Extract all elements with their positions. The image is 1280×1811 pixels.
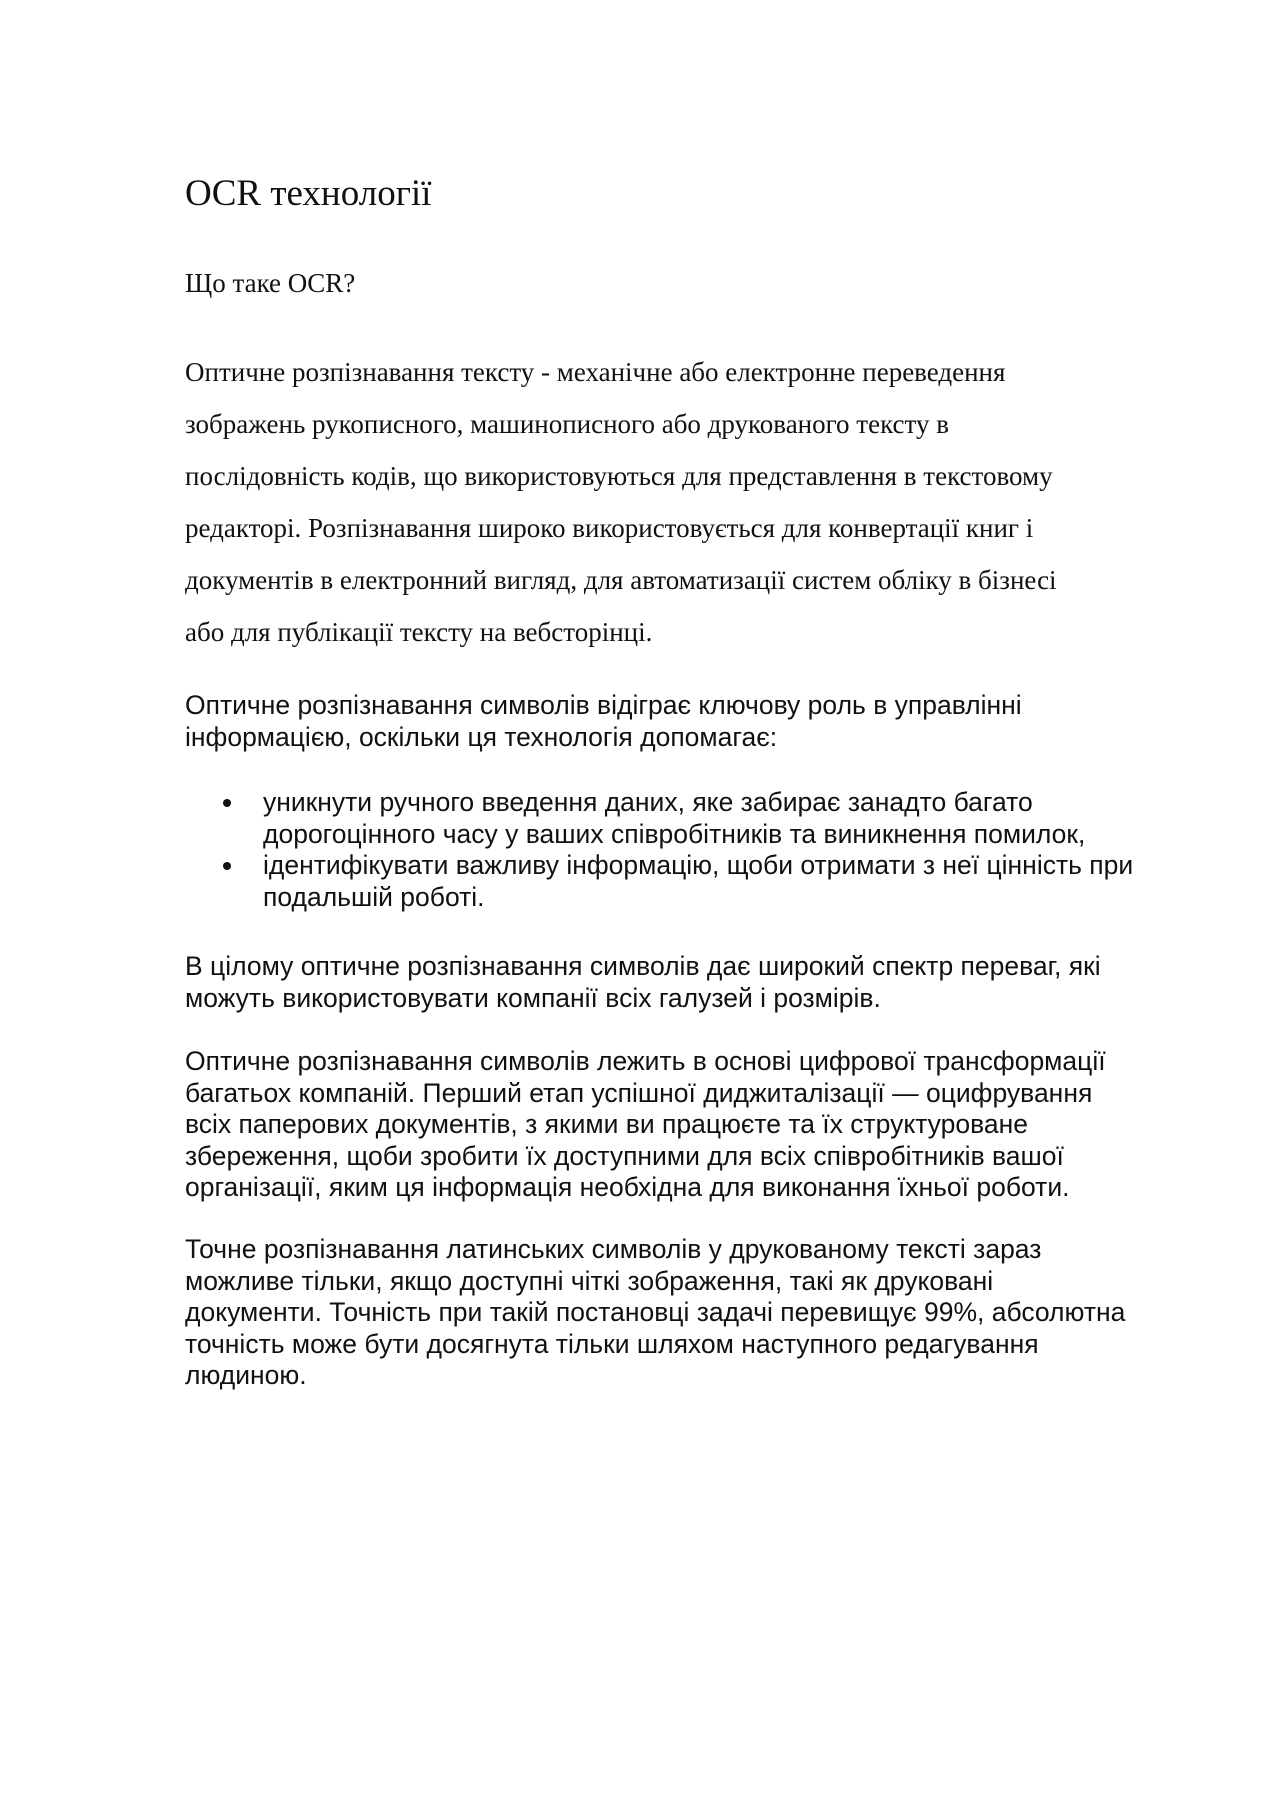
- intro-line: документів в електронний вигляд, для автоматизації систем обліку в бізнесі: [185, 565, 1057, 595]
- paragraph-line: інформацією, оскільки ця технологія допомагає:: [185, 721, 778, 752]
- paragraph-line: можливе тільки, якщо доступні чіткі зображення, такі як друковані: [185, 1265, 994, 1296]
- bullet-icon: [223, 799, 231, 807]
- paragraph-line: всіх паперових документів, з якими ви працюєте та їх структуроване: [185, 1109, 1029, 1139]
- paragraph-line: Оптичне розпізнавання символів відіграє ключову роль в управлінні: [185, 690, 1022, 720]
- intro-line: Оптичне розпізнавання тексту - механічне або електронне переведення: [185, 357, 1006, 387]
- paragraph-line: організації, яким ця інформація необхідна для виконання їхньої роботи.: [185, 1172, 1070, 1202]
- paragraph-line: точність може бути досягнута тільки шляхом наступного редагування: [185, 1328, 1039, 1359]
- document-title: OCR технології: [185, 173, 432, 214]
- benefits-list: [185, 787, 1195, 913]
- paragraph-line: багатьох компаній. Перший етап успішної диджиталізації — оцифрування: [185, 1077, 1093, 1108]
- paragraph-line: Оптичне розпізнавання символів лежить в основі цифрової трансформації: [185, 1046, 1106, 1076]
- document-subtitle: Що таке OCR?: [185, 268, 356, 298]
- paragraph-line: людиною.: [185, 1360, 307, 1390]
- intro-line: послідовність кодів, що використовуються для представлення в текстовому: [185, 461, 1053, 491]
- paragraph-ocr-role: [185, 690, 1195, 753]
- paragraph-digital-transformation: [185, 1046, 1195, 1204]
- paragraph-line: можуть використовувати компанії всіх галузей і розмірів.: [185, 982, 881, 1013]
- paragraph-line: В цілому оптичне розпізнавання символів дає широкий спектр переваг, які: [185, 951, 1101, 981]
- list-item-line: подальшій роботі.: [263, 881, 485, 912]
- list-item-line: уникнути ручного введення даних, яке забирає занадто багато: [263, 787, 1033, 817]
- paragraph-line: Точне розпізнавання латинських символів у друкованому тексті зараз: [185, 1234, 1042, 1264]
- paragraph-line: збереження, щоби зробити їх доступними для всіх співробітників вашої: [185, 1140, 1064, 1171]
- bullet-icon: [223, 862, 231, 870]
- intro-line: або для публікації тексту на вебсторінці.: [185, 617, 653, 647]
- intro-paragraph: [185, 346, 1185, 658]
- list-item: [185, 850, 1195, 913]
- paragraph-line: документи. Точність при такій постановці задачі перевищує 99%, абсолютна: [185, 1297, 1126, 1327]
- list-item-line: дорогоцінного часу у ваших співробітників та виникнення помилок,: [263, 818, 1086, 849]
- intro-line: зображень рукописного, машинописного або друкованого тексту в: [185, 409, 949, 439]
- list-item: [185, 787, 1195, 850]
- paragraph-benefits: [185, 951, 1195, 1014]
- list-item-line: ідентифікувати важливу інформацію, щоби отримати з неї цінність при: [263, 850, 1134, 880]
- paragraph-accuracy: [185, 1234, 1195, 1392]
- intro-line: редакторі. Розпізнавання широко використовується для конвертації книг і: [185, 513, 1034, 543]
